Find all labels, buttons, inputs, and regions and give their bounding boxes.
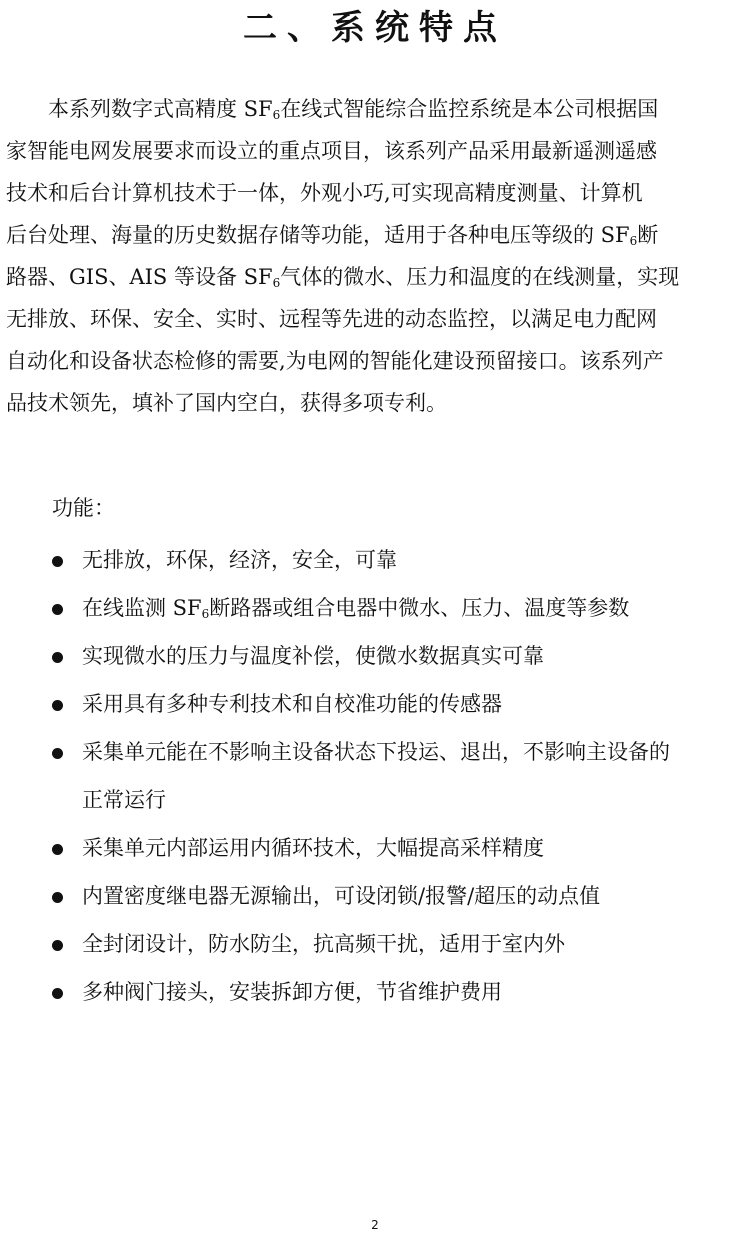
feature-item: 在线监测 $SF_6$断路器或组合电器中微水、压力、温度等参数 xyxy=(0,584,750,632)
intro-line-2: 家智能电网发展要求而设立的重点项目，该系列产品采用最新遥测遥感 xyxy=(6,139,657,163)
page-number: 2 xyxy=(371,1218,379,1232)
feature-item: 采集单元内部运用内循环技术，大幅提高采样精度 xyxy=(0,824,750,872)
intro-paragraph xyxy=(6,88,746,424)
intro-line-8: 品技术领先，填补了国内空白，获得多项专利。 xyxy=(6,391,447,415)
intro-line-5: 路器、GIS、AIS 等设备 $SF_6$气体的微水、压力和温度的在线测量，实现 xyxy=(6,265,680,290)
intro-line-4: 后台处理、海量的历史数据存储等功能，适用于各种电压等级的 $SF_6$断 xyxy=(6,223,659,248)
bullet-icon xyxy=(52,556,63,567)
bullet-icon xyxy=(52,940,63,951)
bullet-icon xyxy=(52,652,63,663)
features-label: 功能： xyxy=(52,496,115,520)
feature-item: 全封闭设计，防水防尘，抗高频干扰，适用于室内外 xyxy=(0,920,750,968)
feature-item: 内置密度继电器无源输出，可设闭锁/报警/超压的动点值 xyxy=(0,872,750,920)
intro-line-7: 自动化和设备状态检修的需要,为电网的智能化建设预留接口。该系列产 xyxy=(6,349,664,373)
bullet-icon xyxy=(52,700,63,711)
bullet-icon xyxy=(52,604,63,615)
bullet-icon xyxy=(52,748,63,759)
bullet-icon xyxy=(52,988,63,999)
feature-item: 多种阀门接头，安装拆卸方便，节省维护费用 xyxy=(0,968,750,1016)
bullet-icon xyxy=(52,892,63,903)
intro-line-1: 本系列数字式高精度 $SF_6$在线式智能综合监控系统是本公司根据国 xyxy=(48,97,659,122)
feature-item: 采集单元能在不影响主设备状态下投运、退出，不影响主设备的 正常运行 xyxy=(0,728,750,824)
section-title: 二、系统特点 xyxy=(243,8,507,48)
intro-line-3: 技术和后台计算机技术于一体，外观小巧,可实现高精度测量、计算机 xyxy=(6,181,643,205)
feature-item: 实现微水的压力与温度补偿，使微水数据真实可靠 xyxy=(0,632,750,680)
feature-item: 无排放，环保，经济，安全，可靠 xyxy=(0,536,750,584)
feature-item: 采用具有多种专利技术和自校准功能的传感器 xyxy=(0,680,750,728)
intro-line-6: 无排放、环保、安全、实时、远程等先进的动态监控，以满足电力配网 xyxy=(6,307,657,331)
bullet-icon xyxy=(52,844,63,855)
feature-item-continuation: 正常运行 xyxy=(82,788,166,812)
features-list xyxy=(0,536,750,1016)
